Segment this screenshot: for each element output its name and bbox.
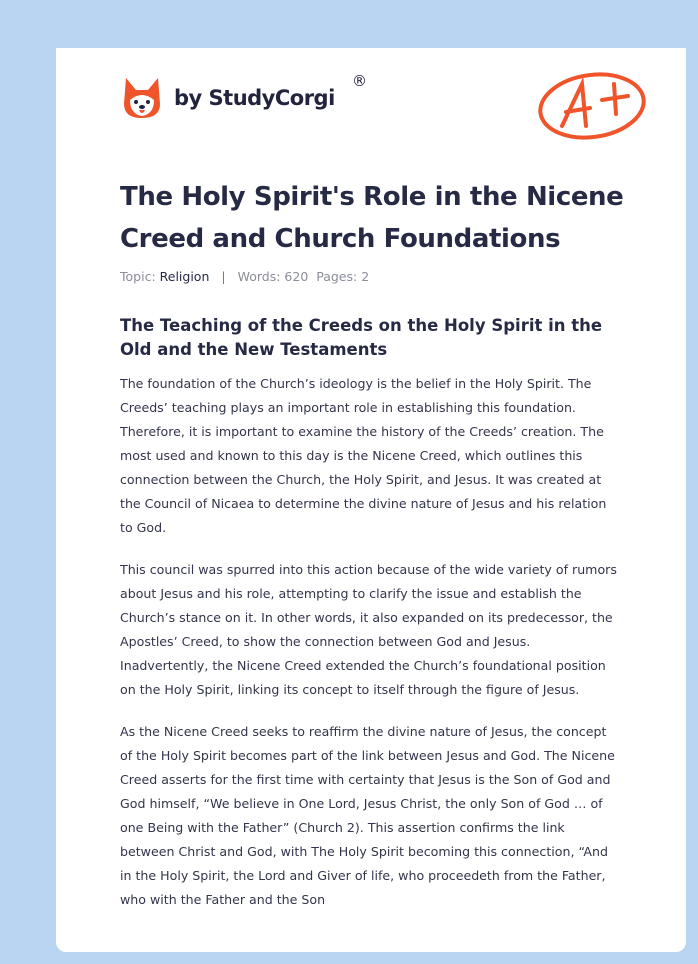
words-count: 620 xyxy=(284,269,309,284)
pages-count: 2 xyxy=(361,269,370,284)
paragraph: As the Nicene Creed seeks to reaffirm the divine nature of Jesus, the concept of the Holy Spirit becomes part of the link between Jesus and God. The Nicene Creed asserts for the first time with certainty that Jesus is the Son of God and God himself, “We believe in One Lord, Jesus Christ, the only Son of God … of one Being with the Father” (Church 2). This assertion confirms the link between Christ and God, with The Holy Spirit becoming this connection, “And in the Holy Spirit, the Lord and Giver of life, who proceedeth from the Father, who with the Father and the Son xyxy=(120,724,615,907)
page-title: The Holy Spirit's Role in the Nicene Creed and Church Foundations xyxy=(120,182,624,254)
pages-label: Pages: xyxy=(316,269,358,284)
topic-link[interactable]: Religion xyxy=(159,269,210,284)
meta-separator: | xyxy=(221,269,226,284)
paragraph: The foundation of the Church’s ideology is the belief in the Holy Spirit. The Creeds’ teaching plays an important role in establishing this foundation. Therefore, it is important to examine the history of the Creeds’ creation. The most used and known to this day is the Nicene Creed, which outlines this connection between the Church, the Holy Spirit, and Jesus. It was created at the Council of Nicaea to determine the divine nature of Jesus and his relation to God. xyxy=(120,376,607,535)
brand-name: by StudyCorgi xyxy=(174,86,335,110)
words-label: Words: xyxy=(237,269,281,284)
section-heading: The Teaching of the Creeds on the Holy Spirit in the Old and the New Testaments xyxy=(120,316,603,359)
corgi-icon xyxy=(122,76,162,120)
document-meta xyxy=(120,269,369,284)
paragraph: This council was spurred into this action because of the wide variety of rumors about Jesus and his role, attempting to clarify the issue and establish the Church’s stance on it. In other words, it also expanded on its predecessor, the Apostles’ Creed, to show the connection between God and Jesus. Inadvertently, the Nicene Creed extended the Church’s foundational position on the Holy Spirit, linking its concept to itself through the figure of Jesus. xyxy=(120,562,617,697)
article-body xyxy=(120,372,620,930)
a-plus-grade-icon xyxy=(536,70,648,142)
registered-mark: ® xyxy=(352,72,367,90)
studycorgi-logo[interactable] xyxy=(122,72,367,120)
topic-label: Topic: xyxy=(120,269,156,284)
document-card xyxy=(56,48,686,952)
